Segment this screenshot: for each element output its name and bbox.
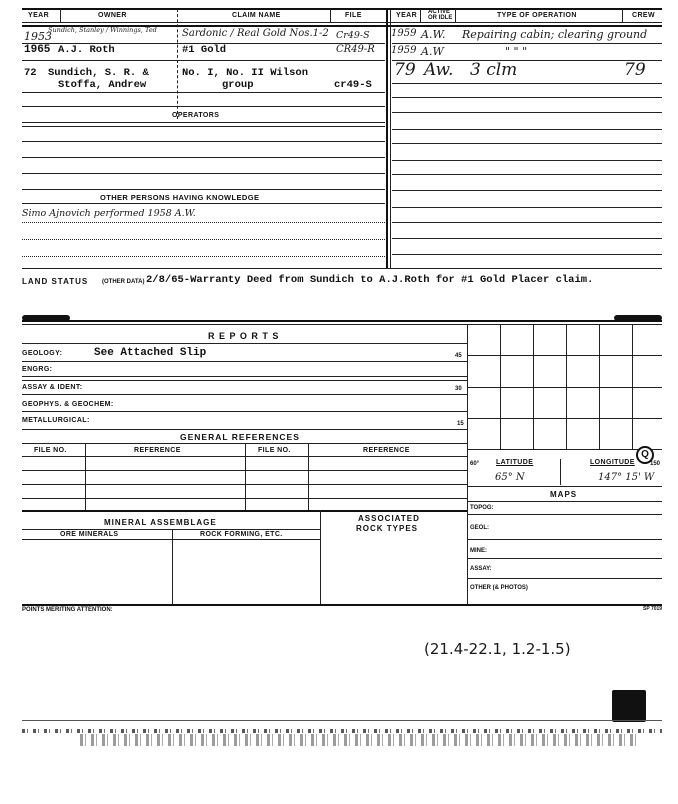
maps-geol: GEOL: <box>470 525 489 531</box>
scale-45: 45 <box>455 353 462 359</box>
col-or-idle: OR IDLE <box>428 15 453 21</box>
rock-forming-label: ROCK FORMING, ETC. <box>200 531 283 538</box>
row3-file: cr49-S <box>334 79 372 91</box>
scale-30: 30 <box>455 386 462 392</box>
act3-operation: 3 clm <box>470 60 518 80</box>
col-owner: OWNER <box>98 12 127 19</box>
row2-year: 1965 <box>24 44 51 56</box>
ref-col-reference: REFERENCE <box>134 447 181 454</box>
row2-owner: A.J. Roth <box>58 44 115 56</box>
col-year-2: YEAR <box>396 12 418 19</box>
coords-note: (21.4-22.1, 1.2-1.5) <box>424 640 571 658</box>
act3-crew: 79 <box>624 60 646 80</box>
maps-topog: TOPOG: <box>470 505 494 511</box>
col-claim-name: CLAIM NAME <box>232 12 281 19</box>
row3-claim-2: group <box>222 79 254 91</box>
act1-status: A.W. <box>421 28 446 41</box>
row2-claim: #1 Gold <box>182 44 227 56</box>
scan-noise-band-2 <box>80 734 640 746</box>
act3-status: Aw. <box>424 60 454 80</box>
act3-year: 79 <box>394 60 416 80</box>
engrg-label: ENGRG: <box>22 366 53 373</box>
land-status-label: LAND STATUS <box>22 277 89 286</box>
general-references-title: GENERAL REFERENCES <box>180 432 300 442</box>
longitude-label: LONGITUDE <box>590 459 635 466</box>
row3-claim: No. I, No. II Wilson <box>182 67 309 79</box>
location-marker-text: Q <box>641 449 649 460</box>
ref-col-reference-2: REFERENCE <box>363 447 410 454</box>
rock-types-label: ROCK TYPES <box>356 524 419 533</box>
row3-owner-2: Stoffa, Andrew <box>58 79 147 91</box>
lat-prefix: 60° <box>470 461 480 467</box>
maps-title: MAPS <box>550 490 578 499</box>
col-year: YEAR <box>28 12 50 19</box>
maps-assay: ASSAY: <box>470 566 492 572</box>
lon-suffix: 150 <box>650 461 661 467</box>
ref-col-file-no-2: FILE NO. <box>258 447 291 454</box>
act1-operation: Repairing cabin; clearing ground <box>462 28 648 41</box>
col-crew: CREW <box>632 12 655 19</box>
other-persons-heading: OTHER PERSONS HAVING KNOWLEDGE <box>100 193 260 202</box>
geology-label: GEOLOGY: <box>22 350 63 357</box>
act2-year: 1959 <box>391 45 417 56</box>
other-persons-note: Simo Ajnovich performed 1958 A.W. <box>22 208 196 219</box>
row3-year: 72 <box>24 67 37 79</box>
land-status-sub: (OTHER DATA) <box>102 279 145 285</box>
maps-other: OTHER (& PHOTOS) <box>470 585 528 591</box>
col-active: ACTIVE <box>428 9 451 15</box>
metallurgical-label: METALLURGICAL: <box>22 417 90 424</box>
row1-file: Cr49-S <box>336 30 370 41</box>
col-file: FILE <box>345 12 362 19</box>
act2-status: A.W <box>421 45 444 58</box>
assay-label: ASSAY & IDENT: <box>22 384 83 391</box>
scan-artifact-block <box>612 690 646 722</box>
ore-minerals-label: ORE MINERALS <box>60 531 119 538</box>
latitude-label: LATITUDE <box>496 459 534 466</box>
form-number: SP 7019 <box>643 606 663 612</box>
row1-owner: Sundich, Stanley / Winnings, Ted <box>48 26 157 34</box>
row1-year: 1953 <box>24 30 52 43</box>
act1-year: 1959 <box>391 28 417 39</box>
operators-heading: OPERATORS <box>172 112 220 119</box>
geophys-label: GEOPHYS. & GEOCHEM: <box>22 401 114 408</box>
associated-label: ASSOCIATED <box>358 514 420 523</box>
maps-mine: MINE: <box>470 548 487 554</box>
geology-value: See Attached Slip <box>94 347 207 359</box>
points-meriting-attention: POINTS MERITING ATTENTION: <box>22 607 113 613</box>
mineral-assemblage-title: MINERAL ASSEMBLAGE <box>104 518 217 527</box>
ref-col-file-no: FILE NO. <box>34 447 67 454</box>
act2-operation: " " " <box>505 45 528 58</box>
scan-noise-band <box>22 729 662 733</box>
longitude-value: 147° 15' W <box>598 472 655 483</box>
latitude-value: 65° N <box>495 472 525 483</box>
row2-file: CR49-R <box>336 44 375 55</box>
land-status-text: 2/8/65-Warranty Deed from Sundich to A.J.Roth for #1 Gold Placer claim. <box>146 274 594 286</box>
row1-claim: Sardonic / Real Gold Nos.1-2 <box>182 28 329 39</box>
scale-15: 15 <box>457 421 464 427</box>
row3-owner: Sundich, S. R. & <box>48 67 149 79</box>
reports-title: R E P O R T S <box>208 331 280 341</box>
col-type-of-operation: TYPE OF OPERATION <box>497 12 577 19</box>
